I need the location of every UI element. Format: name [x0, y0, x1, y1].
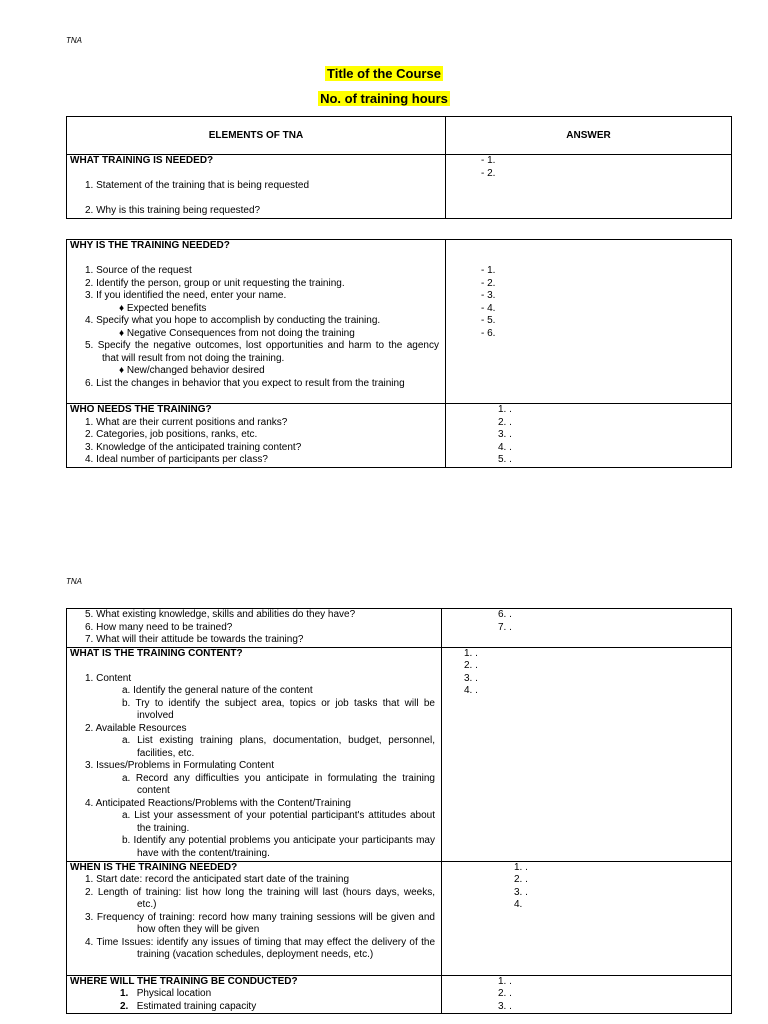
section-heading: WHY IS THE TRAINING NEEDED? — [70, 240, 230, 251]
bullet-item: ♦ Expected benefits — [119, 302, 207, 314]
list-item: 6. How many need to be trained? — [85, 621, 233, 633]
course-title: Title of the Course — [327, 66, 441, 81]
list-item: 1. Source of the request — [85, 265, 192, 276]
where-conducted-cell — [67, 975, 442, 1014]
answer-cell[interactable] — [446, 404, 732, 468]
answer-line: 6. . — [498, 609, 512, 620]
answer-line: 1. . — [498, 404, 512, 415]
answer-line: 4. — [514, 899, 523, 910]
section-heading: WHO NEEDS THE TRAINING? — [70, 404, 212, 415]
answer-line: 3. . — [464, 672, 478, 684]
sub-item: a. Record any difficulties you anticipate in formulating the training content — [122, 772, 435, 796]
sub-item: b. Try to identify the subject area, topics or job tasks that will be involved — [122, 697, 435, 721]
answer-line: - 5. — [481, 315, 496, 326]
list-item: 5. What existing knowledge, skills and abilities do they have? — [85, 609, 356, 620]
answer-line: 1. . — [514, 861, 528, 873]
training-content-cell — [67, 647, 442, 861]
answer-line: - 1. — [481, 265, 496, 276]
sub-item: b. Identify any potential problems you anticipate your participants may have with the content/training. — [122, 835, 435, 859]
answer-line: 7. . — [498, 621, 512, 633]
list-item: 7. What will their attitude be towards the training? — [85, 634, 304, 645]
tna-table-3 — [66, 608, 732, 1014]
list-item: 3. Frequency of training: record how many training sessions will be given and how often they will be given — [85, 911, 435, 935]
answer-line: 2. . — [498, 416, 512, 428]
answer-cell[interactable] — [442, 975, 732, 1014]
answer-line: 2. . — [464, 660, 478, 671]
list-item: 2. Categories, job positions, ranks, etc. — [85, 429, 258, 440]
answer-header: ANSWER — [446, 117, 732, 155]
list-item: 2. Estimated training capacity — [120, 1000, 257, 1012]
answer-line: 1. . — [498, 975, 512, 987]
list-item: 4. Specify what you hope to accomplish by conducting the training. — [85, 315, 381, 326]
training-hours-title: No. of training hours — [320, 91, 448, 106]
what-training-cell — [67, 155, 446, 219]
tna-table-1 — [66, 116, 732, 219]
answer-line: 2. . — [514, 874, 528, 885]
answer-cell[interactable] — [446, 155, 732, 219]
list-item: 3. Knowledge of the anticipated training content? — [85, 441, 302, 453]
bullet-item: ♦ New/changed behavior desired — [119, 365, 265, 376]
list-item: 5. Specify the negative outcomes, lost opportunities and harm to the agency that will result from not doing the training. — [85, 340, 439, 364]
list-item: 4. Ideal number of participants per class? — [85, 454, 268, 465]
answer-line: 5. . — [498, 454, 512, 465]
tna-table-2 — [66, 239, 732, 468]
answer-line: 3. . — [498, 1000, 512, 1012]
elements-header: ELEMENTS OF TNA — [67, 117, 446, 155]
list-item: 6. List the changes in behavior that you expect to result from the training — [85, 377, 405, 389]
who-needs-cell — [67, 404, 446, 468]
list-item: 4. Time Issues: identify any issues of timing that may effect the delivery of the training (vacation schedules, deployment needs, etc.) — [85, 936, 435, 960]
list-item: 3. Issues/Problems in Formulating Content — [85, 760, 274, 771]
answer-cell[interactable] — [446, 240, 732, 404]
sub-item: a. List existing training plans, documentation, budget, personnel, facilities, etc. — [122, 735, 435, 759]
section-heading: WHEN IS THE TRAINING NEEDED? — [70, 861, 238, 873]
answer-cell[interactable] — [442, 609, 732, 648]
list-item: 2. Length of training: list how long the training will last (hours days, weeks, etc.) — [85, 886, 435, 910]
who-needs-continued-cell — [67, 609, 442, 648]
answer-line: 4. . — [464, 685, 478, 696]
answer-line: - 4. — [481, 302, 496, 314]
list-item: 1. Content — [85, 672, 132, 684]
answer-cell[interactable] — [442, 861, 732, 975]
sub-item: a. Identify the general nature of the content — [122, 685, 313, 696]
list-item: 3. If you identified the need, enter your name. — [85, 290, 287, 301]
section-heading: WHAT TRAINING IS NEEDED? — [70, 155, 214, 166]
why-training-cell — [67, 240, 446, 404]
answer-line: 4. . — [498, 441, 512, 453]
answer-line: - 6. — [481, 327, 496, 339]
page-header-tag: TNA — [66, 577, 82, 586]
list-item: 1. Statement of the training that is being requested — [85, 180, 310, 191]
when-needed-cell — [67, 861, 442, 975]
list-item: 2. Available Resources — [85, 722, 187, 734]
list-item: 1. Physical location — [120, 988, 212, 999]
answer-line: 3. . — [498, 429, 512, 440]
answer-line: - 3. — [481, 290, 496, 301]
answer-line: 1. . — [464, 647, 478, 659]
answer-line: - 2. — [481, 277, 496, 289]
page-header-tag: TNA — [66, 36, 82, 45]
list-item: 1. What are their current positions and ranks? — [85, 416, 288, 428]
list-item: 2. Identify the person, group or unit requesting the training. — [85, 277, 345, 289]
list-item: 1. Start date: record the anticipated start date of the training — [85, 874, 350, 885]
answer-cell[interactable] — [442, 647, 732, 861]
list-item: 2. Why is this training being requested? — [85, 205, 261, 216]
answer-line: - 1. — [481, 155, 496, 166]
list-item: 4. Anticipated Reactions/Problems with the Content/Training — [85, 797, 351, 809]
section-heading: WHAT IS THE TRAINING CONTENT? — [70, 647, 243, 659]
bullet-item: ♦ Negative Consequences from not doing the training — [119, 327, 355, 339]
section-heading: WHERE WILL THE TRAINING BE CONDUCTED? — [70, 975, 298, 987]
answer-line: 3. . — [514, 886, 528, 898]
answer-line: - 2. — [481, 167, 496, 179]
answer-line: 2. . — [498, 988, 512, 999]
sub-item: a. List your assessment of your potential participant's attitudes about the training. — [122, 810, 435, 834]
